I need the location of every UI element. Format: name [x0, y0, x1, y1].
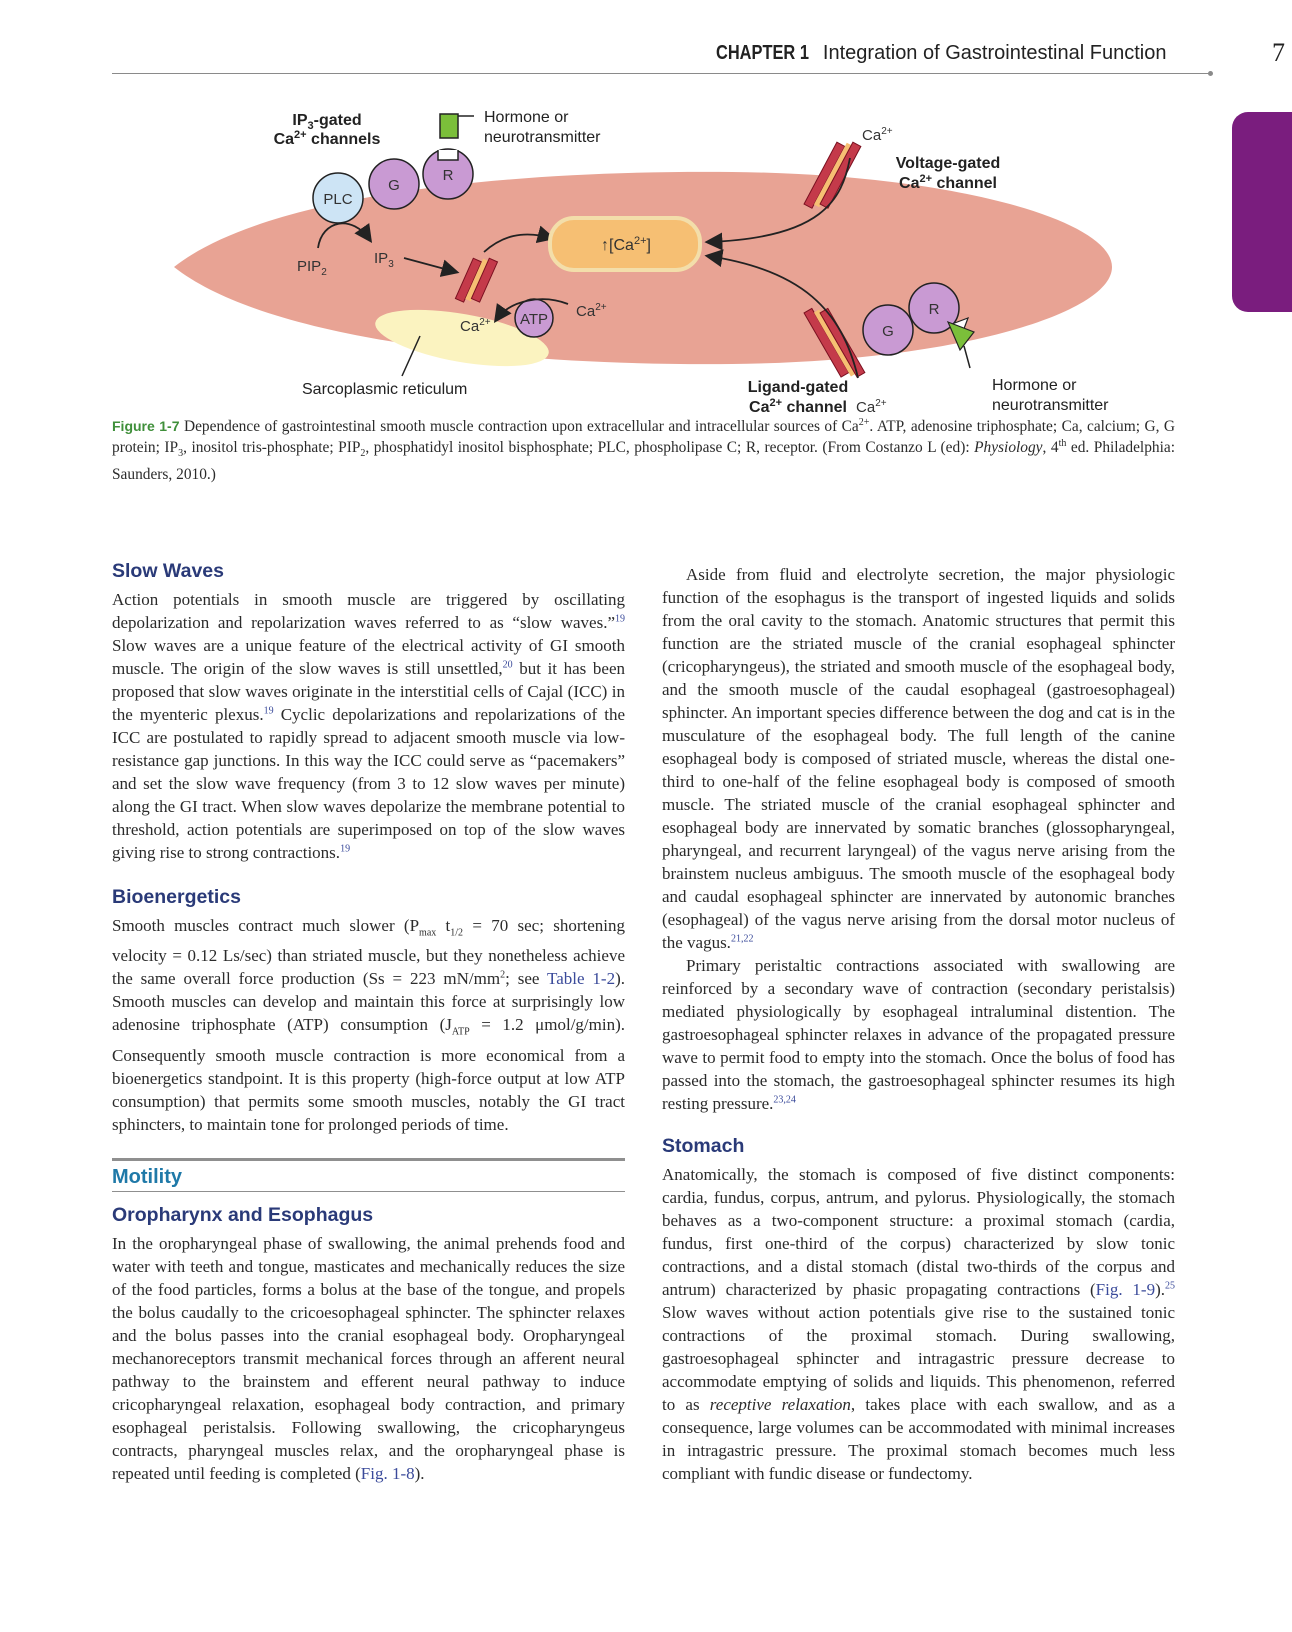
stomach-heading: Stomach	[662, 1135, 745, 1157]
ca-bottom-label: $Ca^{2+}$	[856, 398, 887, 416]
atp-label: ATP	[519, 311, 549, 328]
stomach-paragraph: Anatomically, the stomach is composed of five distinct components: cardia, fundus, corpus, antrum, and pylorus. Physiologically, the stomach behaves as a two-component structure: a proximal stomach (cardia, fundus, first one-third of the corpus) characterized by slow tonic contractions, and a distal stomach (distal two-thirds of the corpus and antrum) characterized by phasic propagating contractions (Fig. 1-9).$^{25}$ Slow waves without action potentials give rise to the sustained tonic contractions of the proximal stomach. During swallowing, gastroesophageal sphincter and intragastric pressure decrease to accommodate emptying of solids and liquids. This phenomenon, referred to as receptive relaxation, takes place with each swallow, and as a consequence, large volumes can be accommodated with minimal increases in intragastric pressure. The proximal stomach becomes much less compliant with fundic disease or fundectomy.	[662, 1165, 1175, 1483]
caption-text: , inositol tris-phosphate; PIP	[183, 439, 361, 456]
esophagus-paragraph-1: Aside from fluid and electrolyte secretion, the major physiologic function of the esophagus is the transport of ingested liquids and solids from the oral cavity to the stomach. Anatomic structures that permit this function are the striated muscle of the cranial esophageal sphincter (cricopharyngeus), the striated and smooth muscle of the esophageal body, and the smooth muscle of the caudal esophageal (gastroesophageal) sphincter. An important species difference between the dog and cat is in the musculature of the esophageal body. The full length of the canine esophageal body is composed of striated muscle, whereas the distal one-third to one-half of the feline esophageal body is composed of smooth muscle. The striated muscle of the cranial esophageal sphincter and esophageal body are innervated by somatic branches (glossopharyngeal, pharyngeal, and recurrent laryngeal) of the vagus nerve arising from the brainstem nucleus ambiguus. The smooth muscle of the esophageal body and caudal esophageal sphincter are innervated by autonomic branches (esophageal) of the vagus nerve arising from the dorsal motor nucleus of the vagus.$^{21,22}$	[662, 565, 1175, 952]
caption-text: . ATP, adenosine triphosphate; Ca, calcium; G, G protein; IP	[112, 418, 1175, 456]
ca-top-right-label: $Ca^{2+}$	[862, 126, 893, 144]
r-bottom-label: R	[928, 301, 940, 318]
ip3-label: $IP_3$	[374, 250, 394, 270]
hormone-top-square	[440, 114, 458, 138]
table-1-2-link[interactable]: Table 1-2	[547, 969, 616, 989]
ca-atp-label: $Ca^{2+}$	[576, 302, 607, 320]
hormone-top-label-1: Hormone or	[484, 109, 569, 126]
figure-1-7	[112, 100, 1212, 420]
fig-1-9-link[interactable]: Fig. 1-9	[1095, 1280, 1156, 1299]
smooth-muscle-calcium-diagram	[112, 100, 1212, 420]
oropharynx-paragraph: In the oropharyngeal phase of swallowing, the animal prehends food and water with teeth and tongue, masticates and mechanically reduces the size of the food particles, forms a bolus at the base of the tongue, and propels the bolus caudally to the cricoesophageal sphincter. The sphincter relaxes and the bolus passes into the cranial esophageal body. Oropharyngeal mechanoreceptors transmit mechanical forces through an afferent neural pathway to the brainstem and efferent neural pathway to induce cricopharyngeal relaxation, esophageal body contraction, and primary esophageal peristalsis. Following swallowing, the cricopharyngeus contracts, pharyngeal muscles relax, and the oropharyngeal phase is repeated until feeding is completed (Fig. 1-8).	[112, 1233, 625, 1483]
figure-caption	[112, 416, 1175, 485]
caption-text: , 4	[1042, 439, 1059, 456]
caption-text: Dependence of gastrointestinal smooth muscle contraction upon extracellular and intracellular sources of Ca	[179, 418, 859, 435]
caption-text: ed. Philadelphia: Saunders, 2010.)	[112, 439, 1175, 484]
esophagus-paragraph-2: Primary peristaltic contractions associated with swallowing are reinforced by a secondary wave of contraction (secondary peristalsis) mediated physiologically by esophageal intraluminal distention. The gastroesophageal sphincter relaxes in advance of the propagated pressure wave to permit food to empty into the stomach. Once the bolus of food has passed into the stomach, the gastroesophageal sphincter resumes its high resting pressure.$^{23,24}$	[662, 956, 1175, 1113]
r-top-label: R	[442, 167, 454, 184]
g-top-label: G	[388, 177, 400, 194]
chapter-title-text: Integration of Gastrointestinal Function	[822, 42, 1167, 64]
ref-link[interactable]: 20	[502, 659, 513, 671]
header-rule-end-dot	[1208, 71, 1213, 76]
receptor-top-notch	[438, 150, 458, 160]
hormone-bottom-label-2: neurotransmitter	[992, 397, 1109, 414]
caption-sup: 2+	[858, 416, 870, 428]
caption-italic: Physiology	[974, 439, 1043, 456]
ref-link[interactable]: 23,24	[773, 1094, 796, 1106]
ca-sr-label: $Ca^{2+}$	[460, 317, 491, 335]
oropharynx-heading: Oropharynx and Esophagus	[112, 1203, 374, 1226]
hormone-bottom-pointer	[964, 346, 970, 368]
figure-caption-id: Figure 1-7	[112, 418, 180, 434]
motility-heading: Motility	[112, 1165, 182, 1188]
ip3-gated-label: $IP_3$-gated	[292, 112, 362, 132]
caption-text: , phosphatidyl inositol bisphosphate; PLC, phospholipase C; R, receptor. (From Costanzo L (ed):	[365, 439, 975, 456]
plc-label: PLC	[323, 191, 353, 208]
chapter-title	[716, 42, 1166, 65]
voltage-gated-label: Voltage-gated	[895, 155, 1001, 172]
ref-link[interactable]: 19	[263, 705, 274, 717]
ref-link[interactable]: 25	[1165, 1280, 1175, 1292]
caption-sub: 3	[178, 448, 184, 460]
caption-sub: 2	[360, 448, 366, 460]
ligand-gated-label: Ligand-gated	[747, 379, 849, 396]
header-rule	[112, 73, 1210, 74]
slow-waves-paragraph: Action potentials in smooth muscle are triggered by oscillating depolarization and repolarization waves referred to as “slow waves.”$^{19}$ Slow waves are a unique feature of the electrical activity of GI smooth muscle. The origin of the slow waves is still unsettled,$^{20}$ but it has been proposed that slow waves originate in the interstitial cells of Cajal (ICC) in the myenteric plexus.$^{19}$ Cyclic depolarizations and repolarizations of the ICC are postulated to rapidly spread to adjacent smooth muscle via low-resistance gap junctions. In this way the ICC could serve as “pacemakers” and set the slow wave frequency (from 3 to 12 slow waves per minute) along the GI tract. When slow waves depolarize the membrane potential to threshold, action potentials are superimposed on top of the slow waves giving rise to strong contractions.$^{19}$	[112, 590, 626, 862]
ip3-gated-label-line2: $Ca^{2+}$ channels	[273, 129, 381, 148]
slow-waves-heading: Slow Waves	[112, 560, 224, 582]
page-number: 7	[1272, 38, 1285, 67]
chapter-thumb-tab	[1232, 112, 1292, 312]
ref-link[interactable]: 21,22	[730, 933, 754, 945]
bioenergetics-paragraph: Smooth muscles contract much slower ($P_{max}$ $t_{1/2} = 70$ sec; shortening velocity = 0.12 Ls/sec) than striated muscle, but they nonetheless achieve the same overall force production (Ss = 223 $mN/mm^2$; see Table 1-2). Smooth muscles can develop and maintain this force at surprisingly low adenosine triphosphate (ATP) consumption ($J_{ATP} = 1.2$ μmol/g/min). Consequently smooth muscle contraction is more economical from a bioenergetics standpoint. It is this property (high-force output at low ATP consumption) that permits some smooth muscles, notably the GI tract sphincters, to maintain tone for prolonged periods of time.	[112, 916, 626, 1134]
ref-link[interactable]: 19	[340, 843, 351, 855]
pip2-label: $PIP_2$	[297, 258, 327, 278]
hormone-top-label-2: neurotransmitter	[484, 129, 601, 146]
cytosolic-calcium-label: $↑[Ca^{2+}]$	[601, 235, 651, 254]
ref-link[interactable]: 19	[615, 613, 625, 625]
caption-sup: th	[1058, 437, 1067, 449]
hormone-bottom-label-1: Hormone or	[992, 377, 1077, 394]
ligand-gated-label-line2: $Ca^{2+}$ channel	[749, 397, 847, 416]
sarcoplasmic-reticulum-label: Sarcoplasmic reticulum	[302, 381, 468, 398]
motility-section-banner	[112, 1158, 625, 1192]
right-column	[662, 563, 1175, 1485]
bioenergetics-heading: Bioenergetics	[112, 886, 241, 908]
left-column	[112, 558, 625, 1485]
running-header	[112, 36, 1285, 76]
g-bottom-label: G	[882, 323, 894, 340]
chapter-label: CHAPTER 1	[716, 42, 809, 64]
voltage-gated-label-line2: $Ca^{2+}$ channel	[899, 173, 997, 192]
fig-1-8-link[interactable]: Fig. 1-8	[360, 1463, 415, 1483]
